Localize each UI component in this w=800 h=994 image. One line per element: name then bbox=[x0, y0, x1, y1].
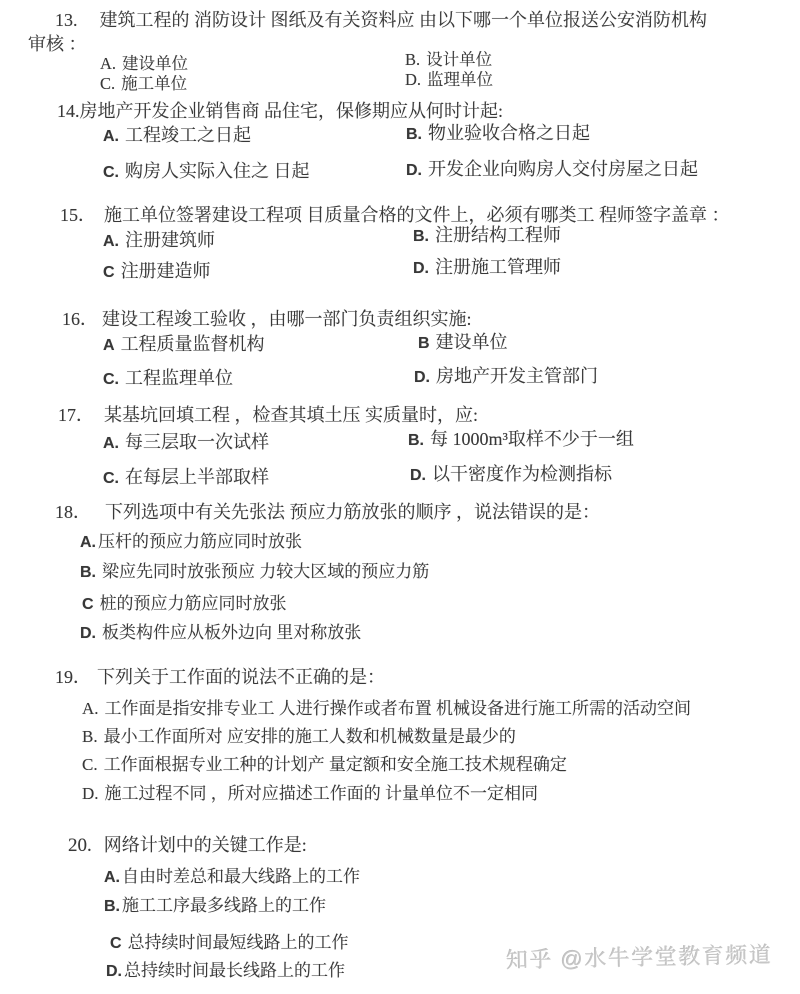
option-13-a: A. 建设单位 bbox=[100, 54, 189, 73]
option-19-c: C. 工作面根据专业工种的计划产 量定额和安全施工技术规程确定 bbox=[82, 755, 567, 774]
question-17-number: 17． bbox=[58, 405, 94, 425]
option-20-b: B. 施工工序最多线路上的工作 bbox=[104, 896, 326, 915]
option-15-c: C 注册建造师 bbox=[103, 261, 211, 281]
question-16-stem: 16． 建设工程竣工验收 ，由哪一部门负责组织实施: bbox=[62, 309, 472, 329]
option-16-a: A 工程质量监督机构 bbox=[103, 334, 265, 354]
question-20-number: 20. bbox=[68, 835, 92, 856]
option-16-b: B 建设单位 bbox=[418, 332, 508, 352]
question-13-number: 13. bbox=[55, 10, 78, 30]
option-17-d: D. 以干密度作为检测指标 bbox=[410, 464, 612, 484]
question-18-number: 18． bbox=[55, 502, 91, 522]
zhihu-watermark: 知乎 @水牛学堂教育频道 bbox=[505, 942, 773, 973]
option-18-b: B. 梁应先同时放张预应 力较大区域的预应力筋 bbox=[80, 562, 430, 581]
question-20-stem: 20. 网络计划中的关键工作是: bbox=[68, 835, 307, 856]
option-19-d: D. 施工过程不同 ，所对应描述工作面的 计量单位不一定相同 bbox=[82, 784, 539, 803]
option-20-c: C 总持续时间最短线路上的工作 bbox=[110, 933, 349, 952]
option-15-d: D. 注册施工管理师 bbox=[413, 257, 561, 277]
question-17-stem: 17． 某基坑回填工程 ，检查其填土压 实质量时，应: bbox=[58, 405, 478, 425]
option-14-b: B. 物业验收合格之日起 bbox=[406, 123, 590, 143]
question-19-number: 19． bbox=[55, 667, 91, 687]
option-17-a: A. 每三层取一次试样 bbox=[103, 432, 269, 452]
question-18-stem: 18． 下列选项中有关先张法 预应力筋放张的顺序 ，说法错误的是： bbox=[55, 502, 600, 522]
question-19-stem: 19． 下列关于工作面的说法不正确的是： bbox=[55, 667, 385, 687]
option-17-c: C. 在每层上半部取样 bbox=[103, 467, 269, 487]
option-13-d: D. 监理单位 bbox=[405, 70, 494, 89]
option-19-b: B. 最小工作面所对 应安排的施工人数和机械数量是最少的 bbox=[82, 727, 516, 746]
option-16-c: C. 工程监理单位 bbox=[103, 368, 233, 388]
question-15-number: 15． bbox=[60, 205, 96, 225]
question-13-stem: 13. 建筑工程的 消防设计 图纸及有关资料应 由以下哪一个单位报送公安消防机构 bbox=[55, 10, 707, 30]
question-16-number: 16． bbox=[62, 309, 98, 329]
option-17-b: B. 每 1000m³取样不少于一组 bbox=[408, 429, 634, 449]
option-16-d: D. 房地产开发主管部门 bbox=[414, 366, 598, 386]
option-13-b: B. 设计单位 bbox=[405, 50, 493, 69]
option-18-a: A. 压杆的预应力筋应同时放张 bbox=[80, 532, 302, 551]
question-15-stem: 15． 施工单位签署建设工程项 目质量合格的文件上，必须有哪类工 程师签字盖章 ： bbox=[60, 205, 730, 225]
option-18-c: C 桩的预应力筋应同时放张 bbox=[82, 594, 287, 613]
option-20-a: A. 自由时差总和最大线路上的工作 bbox=[104, 867, 360, 886]
option-14-a: A. 工程竣工之日起 bbox=[103, 125, 251, 145]
question-14-stem: 14.房地产开发企业销售商 品住宅，保修期应从何时计起: bbox=[57, 101, 503, 121]
option-15-b: B. 注册结构工程师 bbox=[413, 225, 561, 245]
option-20-d: D. 总持续时间最长线路上的工作 bbox=[106, 961, 345, 980]
question-14-number: 14. bbox=[57, 101, 80, 121]
question-13-stem-line2: 审核 ： bbox=[28, 34, 87, 54]
option-18-d: D. 板类构件应从板外边向 里对称放张 bbox=[80, 623, 362, 642]
option-14-c: C. 购房人实际入住之 日起 bbox=[103, 161, 310, 181]
option-13-c: C. 施工单位 bbox=[100, 74, 188, 93]
option-14-d: D. 开发企业向购房人交付房屋之日起 bbox=[406, 159, 698, 179]
option-15-a: A. 注册建筑师 bbox=[103, 230, 215, 250]
option-19-a: A. 工作面是指安排专业工 人进行操作或者布置 机械设备进行施工所需的活动空间 bbox=[82, 699, 692, 718]
